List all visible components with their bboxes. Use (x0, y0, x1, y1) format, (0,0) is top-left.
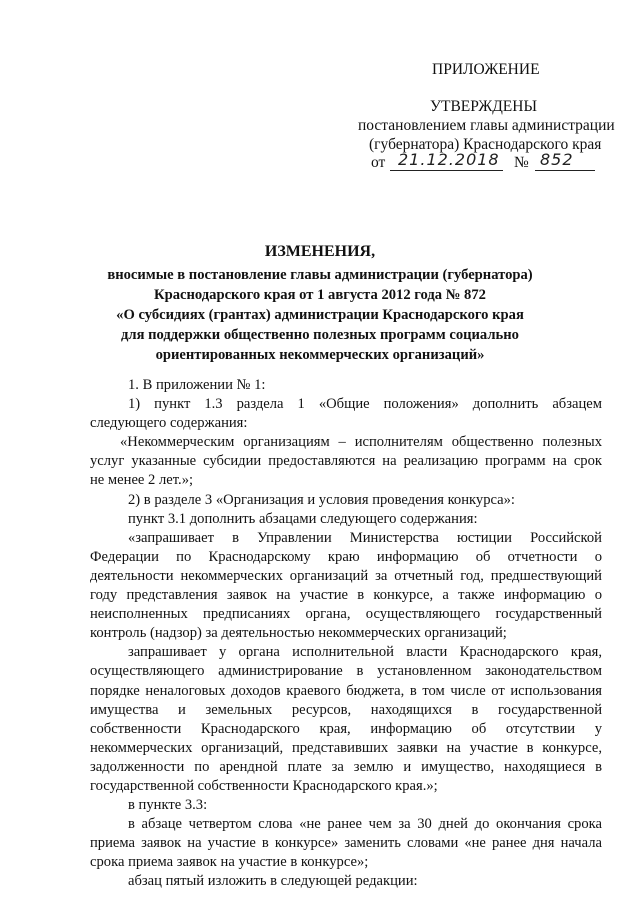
number-underline (535, 170, 595, 171)
subtitle-line: «О субсидиях (грантах) администрации Краснодарского края (116, 307, 524, 323)
body-line: не менее 2 лет.»; (90, 472, 194, 489)
body-line: году представления заявок на участие в конкурсе, а также информацию о (90, 587, 602, 604)
body-line: 1) пункт 1.3 раздела 1 «Общие положения» дополнить абзацем (128, 396, 602, 413)
body-line: деятельности некоммерческих организаций за отчетный год, предшествующий (90, 567, 602, 584)
body-line: 2) в разделе 3 «Организация и условия проведения конкурса»: (128, 491, 515, 508)
body-line: в пункте 3.3: (128, 797, 208, 814)
number-label: № (514, 154, 529, 171)
subtitle-line: ориентированных некоммерческих организаций» (155, 347, 485, 363)
body-line: абзац пятый изложить в следующей редакции: (128, 873, 418, 890)
handwritten-number: 852 (540, 150, 574, 169)
body-line: государственной собственности Краснодарского края.»; (90, 777, 438, 794)
body-line: неисполненных предписаниях органа, осуществляющего государственный (90, 606, 602, 623)
body-line: контроль (надзор) за деятельностью некоммерческих организаций; (90, 625, 507, 642)
body-line: пункт 3.1 дополнить абзацами следующего содержания: (128, 510, 478, 527)
document-title: ИЗМЕНЕНИЯ, (264, 243, 376, 260)
subtitle-line: для поддержки общественно полезных программ социально (121, 327, 519, 343)
body-line: услуг указанные субсидии предоставляются на реализацию программ на срок (90, 453, 602, 470)
body-line: следующего содержания: (90, 415, 248, 432)
body-line: запрашивает у органа исполнительной власти Краснодарского края, (128, 644, 602, 661)
body-line: порядке неналоговых доходов краевого бюджета, в том числе от использования (90, 682, 602, 699)
appendix-label: ПРИЛОЖЕНИЕ (432, 61, 540, 78)
body-line: некоммерческих организаций, представивших заявки на участие в конкурсе, (90, 739, 602, 756)
body-line: 1. В приложении № 1: (128, 377, 266, 393)
date-from-label: от (371, 154, 386, 171)
body-line: задолженности по арендной плате за землю и имущество, находящиеся в (90, 758, 602, 775)
body-line: «запрашивает в Управлении Министерства юстиции Российской (128, 529, 602, 546)
subtitle-line: Краснодарского края от 1 августа 2012 года № 872 (154, 287, 486, 303)
body-line: имущества и земельных ресурсов, находящихся в государственной (90, 701, 602, 718)
body-line: собственности Краснодарского края, информацию об отсутствии у (90, 720, 602, 737)
body-line: осуществляющего администрирование в установленном законодательством (90, 663, 602, 680)
body-line: приема заявок на участие в конкурсе» заменить словами «не ранее дня начала (90, 835, 602, 852)
body-line: срока приема заявок на участие в конкурсе»; (90, 854, 369, 871)
approved-by-line-1: постановлением главы администрации (358, 117, 615, 134)
document-body (90, 376, 602, 892)
body-line: Федерации по Краснодарскому краю информацию об отчетности о (90, 548, 602, 565)
approved-label: УТВЕРЖДЕНЫ (430, 98, 537, 115)
body-line: в абзаце четвертом слова «не ранее чем за 30 дней до окончания срока (128, 816, 602, 833)
body-line: «Некоммерческим организациям – исполнителям общественно полезных (120, 434, 602, 451)
approved-by-line-2: (губернатора) Краснодарского края (369, 136, 602, 153)
handwritten-date: 21.12.2018 (398, 150, 500, 169)
date-underline (390, 170, 503, 171)
document-subtitle (80, 265, 560, 365)
subtitle-line: вносимые в постановление главы администрации (губернатора) (107, 267, 533, 283)
